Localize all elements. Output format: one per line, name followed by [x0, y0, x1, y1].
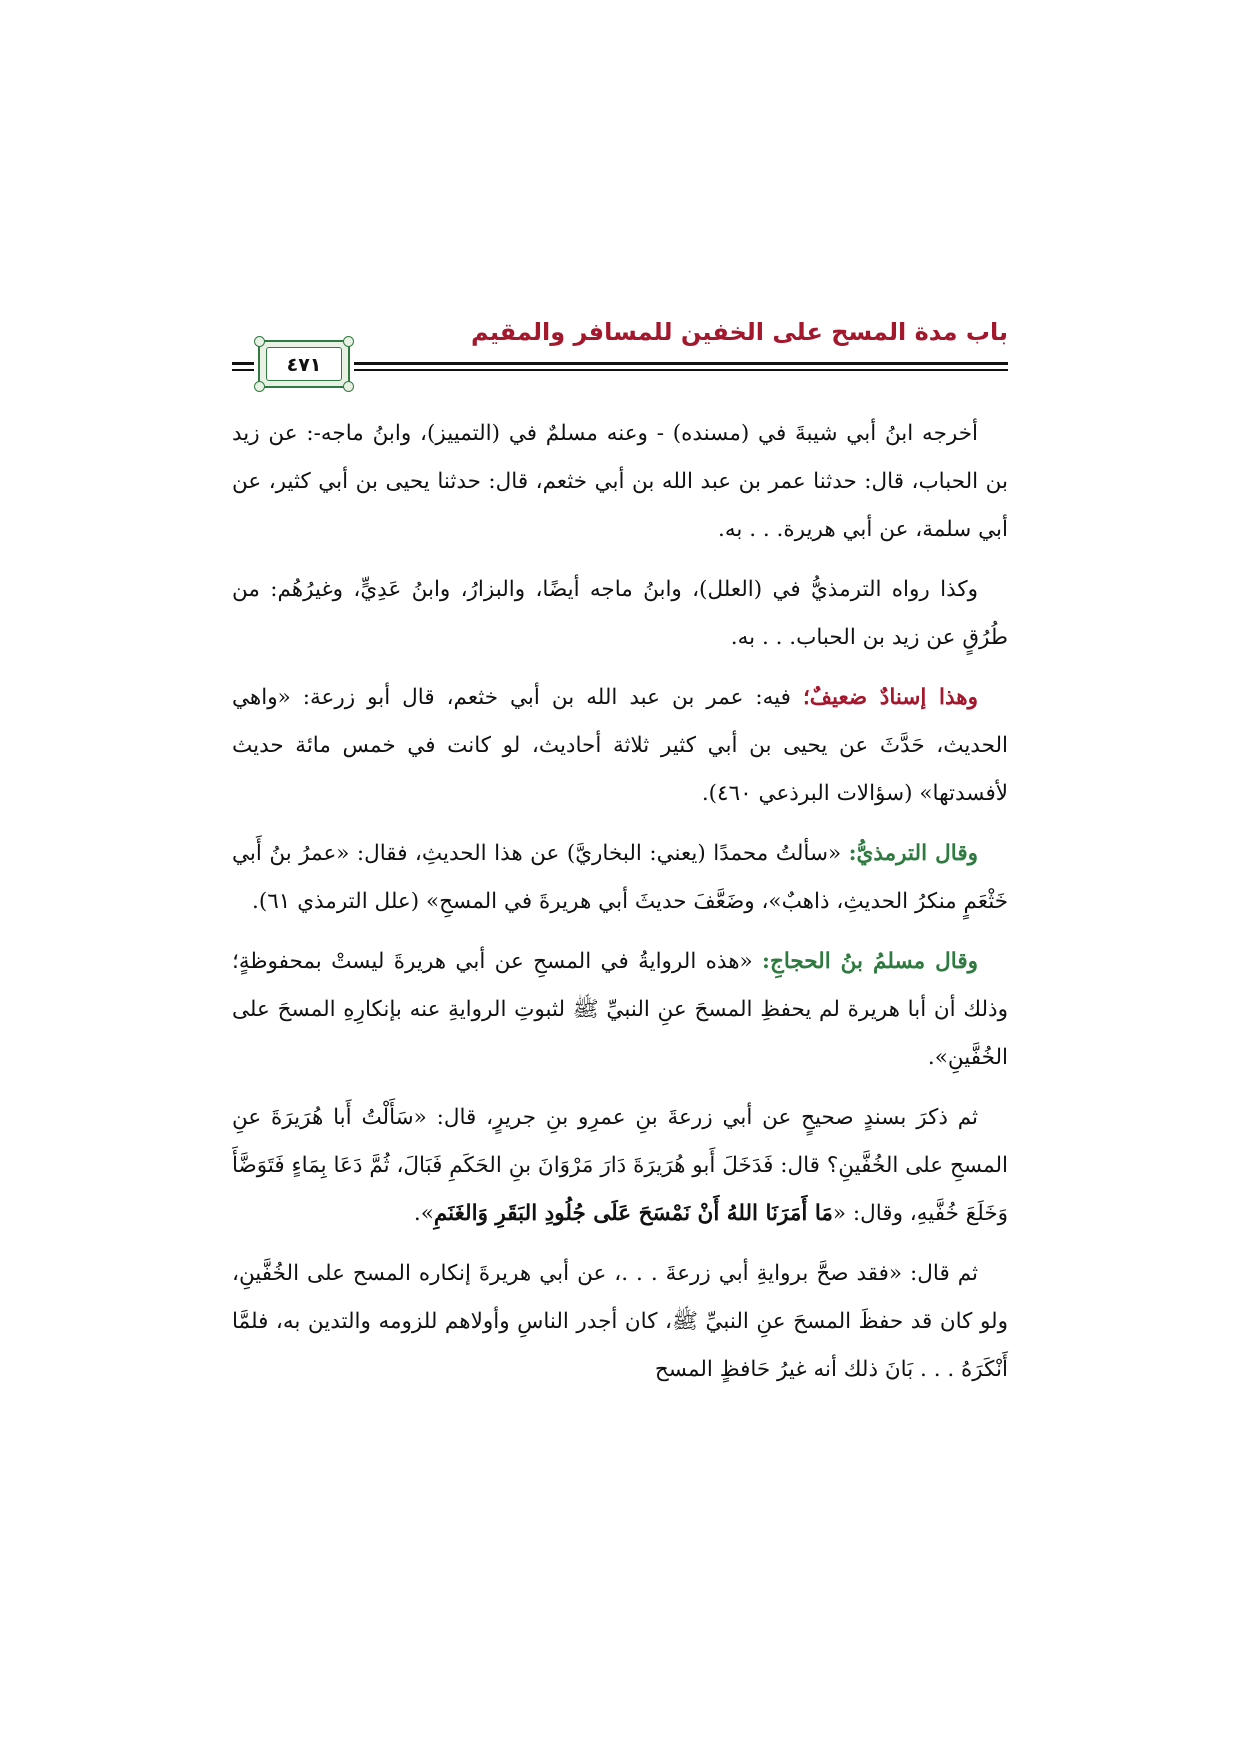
- paragraph-text: وكذا رواه الترمذيُّ في (العلل)، وابنُ ماجه أيضًا، والبزارُ، وابنُ عَدِيٍّ، وغيرُهُم: من طُرُقٍ عن زيد بن الحباب. . . به.: [232, 577, 1008, 650]
- ornament-icon: [254, 381, 265, 392]
- paragraph: [232, 410, 1008, 554]
- paragraph: [232, 938, 1008, 1082]
- paragraph-text: «هذه الروايةُ في المسحِ عن أبي هريرةَ ليستْ بمحفوظةٍ؛ وذلك أن أبا هريرة لم يحفظِ المسحَ عنِ النبيِّ ﷺ لثبوتِ الروايةِ عنه بإنكارِهِ المسحَ على الخُفَّينِ».: [232, 949, 1008, 1070]
- paragraph: [232, 674, 1008, 818]
- ornament-icon: [254, 336, 265, 347]
- quoted-hadith: مَا أَمَرَنَا اللهُ أَنْ نَمْسَحَ عَلَى جُلُودِ البَقَرِ وَالغَنَمِ: [433, 1201, 833, 1226]
- paragraph-text: ثم ذكرَ بسندٍ صحيحٍ عن أبي زرعةَ بنِ عمرِو بنِ جريرٍ، قال: «سَأَلْتُ أَبا هُرَيرَةَ عنِ المسحِ على الخُفَّينِ؟ قال: فَدَخَلَ أَبو هُرَيرَةَ دَارَ مَرْوَانَ بنِ الحَكَمِ فَبَالَ، ثُمَّ دَعَا بِمَاءٍ فَتَوَضَّأَ وَخَلَعَ خُفَّيهِ، وقال: «: [232, 1105, 1008, 1226]
- ornament-icon: [343, 381, 354, 392]
- paragraph-lead: وقال الترمذيُّ:: [848, 841, 978, 866]
- paragraph-text: «سألتُ محمدًا (يعني: البخاريَّ) عن هذا الحديثِ، فقال: «عمرُ بنُ أَبي خَثْعَمٍ منكرُ الحديثِ، ذاهبٌ»، وضَعَّفَ حديثَ أبي هريرةَ في المسحِ» (علل الترمذي ٦١).: [232, 841, 1008, 914]
- chapter-title: باب مدة المسح على الخفين للمسافر والمقيم: [471, 318, 1008, 346]
- paragraph-text: فيه: عمر بن عبد الله بن أبي خثعم، قال أبو زرعة: «واهي الحديث، حَدَّثَ عن يحيى بن أبي كثير ثلاثة أحاديث، لو كانت في خمس مائة حديث لأفسدتها» (سؤالات البرذعي ٤٦٠).: [232, 685, 1008, 806]
- page-number-badge: [258, 340, 350, 388]
- paragraph-lead: وهذا إسنادٌ ضعيفٌ؛: [802, 685, 979, 710]
- paragraph-text: ثم قال: «فقد صحَّ بروايةِ أبي زرعةَ . . .، عن أبي هريرةَ إنكاره المسح على الخُفَّينِ، ولو كان قد حفظَ المسحَ عنِ النبيِّ ﷺ، كان أجدر الناسِ وأولاهم للزومه والتدين به، فلمَّا أَنْكَرَهُ . . . بَانَ ذلك أنه غيرُ حَافظٍ المسح: [232, 1261, 1008, 1382]
- paragraph: [232, 566, 1008, 662]
- page-header: [232, 310, 1008, 390]
- paragraph: [232, 1250, 1008, 1394]
- paragraph: [232, 830, 1008, 926]
- page-number: ٤٧١: [286, 354, 322, 376]
- body-text: [232, 410, 1008, 1406]
- paragraph: [232, 1094, 1008, 1238]
- paragraph-lead: وقال مسلمُ بنُ الحجاجِ:: [762, 949, 978, 974]
- ornament-icon: [343, 336, 354, 347]
- paragraph-tail: ».: [413, 1201, 434, 1226]
- header-rule-left: [232, 362, 254, 372]
- paragraph-text: أخرجه ابنُ أبي شيبةَ في (مسنده) - وعنه مسلمٌ في (التمييز)، وابنُ ماجه-: عن زيد بن الحباب، قال: حدثنا عمر بن عبد الله بن أبي خثعم، قال: حدثنا يحيى بن أبي كثير، عن أبي سلمة، عن أبي هريرة. . . به.: [232, 421, 1008, 542]
- header-rule-right: [354, 362, 1008, 372]
